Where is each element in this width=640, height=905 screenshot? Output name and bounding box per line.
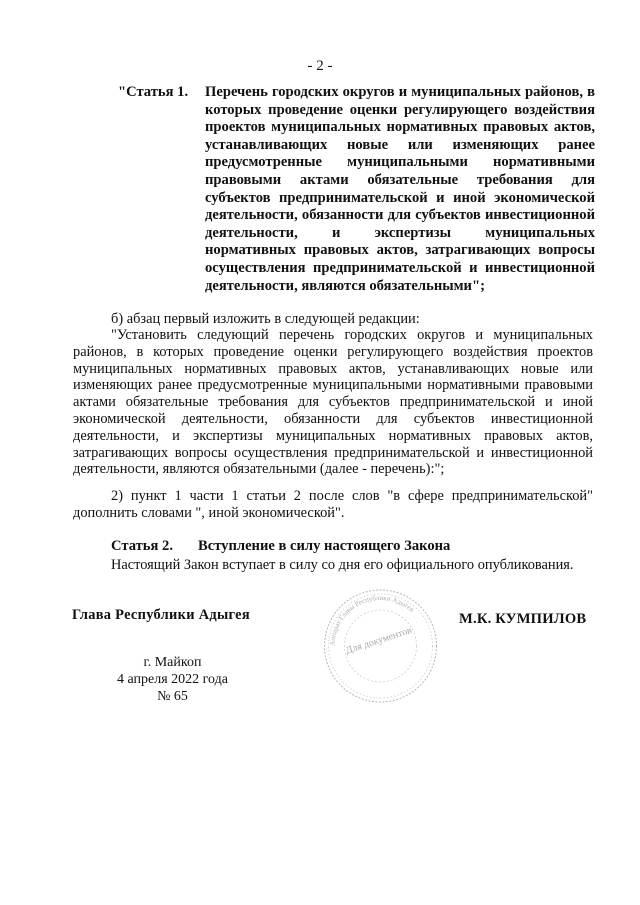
article-2-title: Вступление в силу настоящего Закона bbox=[198, 538, 451, 554]
official-stamp bbox=[318, 587, 443, 705]
page-number: - 2 - bbox=[307, 58, 333, 74]
item-2: 2) пункт 1 части 1 статьи 2 после слов "в сфере предпринимательской" дополнить словами ", иной экономической". bbox=[73, 488, 593, 521]
article-1-label: "Статья 1. bbox=[118, 84, 189, 100]
item-b: б) абзац первый изложить в следующей редакции: bbox=[111, 311, 420, 327]
stamp-ring-text: Аппарат Главы Республики Адыгея bbox=[328, 593, 416, 647]
law-date: 4 апреля 2022 года bbox=[117, 672, 228, 687]
article-2-label: Статья 2. bbox=[111, 538, 173, 554]
article-1-title: Перечень городских округов и муниципальных районов, в которых проведение оценки регулирующего воздействия проектов муниципальных нормативных правовых актов, устанавливающих новые или изменяющих ранее предусмотренные муниципальными нормативными правовыми актами обязательные требования для субъектов предпринимательской и иной экономической деятельности, обязанности для субъектов инвестиционной деятельности, и экспертизы муниципальных нормативных правовых актов, затрагивающих вопросы осуществления предпринимательской и инвестиционной деятельности, являются обязательными"; bbox=[205, 84, 595, 294]
signatory-position: Глава Республики Адыгея bbox=[72, 607, 250, 623]
city: г. Майкоп bbox=[143, 655, 202, 670]
signatory-name: М.К. КУМПИЛОВ bbox=[459, 611, 587, 627]
new-paragraph-text: "Установить следующий перечень городских округов и муниципальных районов, в которых проведение оценки регулирующего воздействия проектов муниципальных нормативных правовых актов, устанавливающих новые или изменяющих ранее предусмотренные муниципальными нормативными правовыми актами обязательные требования для субъектов предпринимательской и иной экономической деятельности, обязанности для субъектов инвестиционной деятельности, и экспертизы муниципальных нормативных правовых актов, затрагивающих вопросы осуществления предпринимательской и инвестиционной деятельности, являются обязательными (далее - перечень):"; bbox=[73, 327, 593, 478]
article-2-text: Настоящий Закон вступает в силу со дня его официального опубликования. bbox=[111, 557, 574, 573]
stamp-inner-text: Для документов bbox=[344, 624, 414, 657]
law-number: № 65 bbox=[157, 689, 188, 704]
